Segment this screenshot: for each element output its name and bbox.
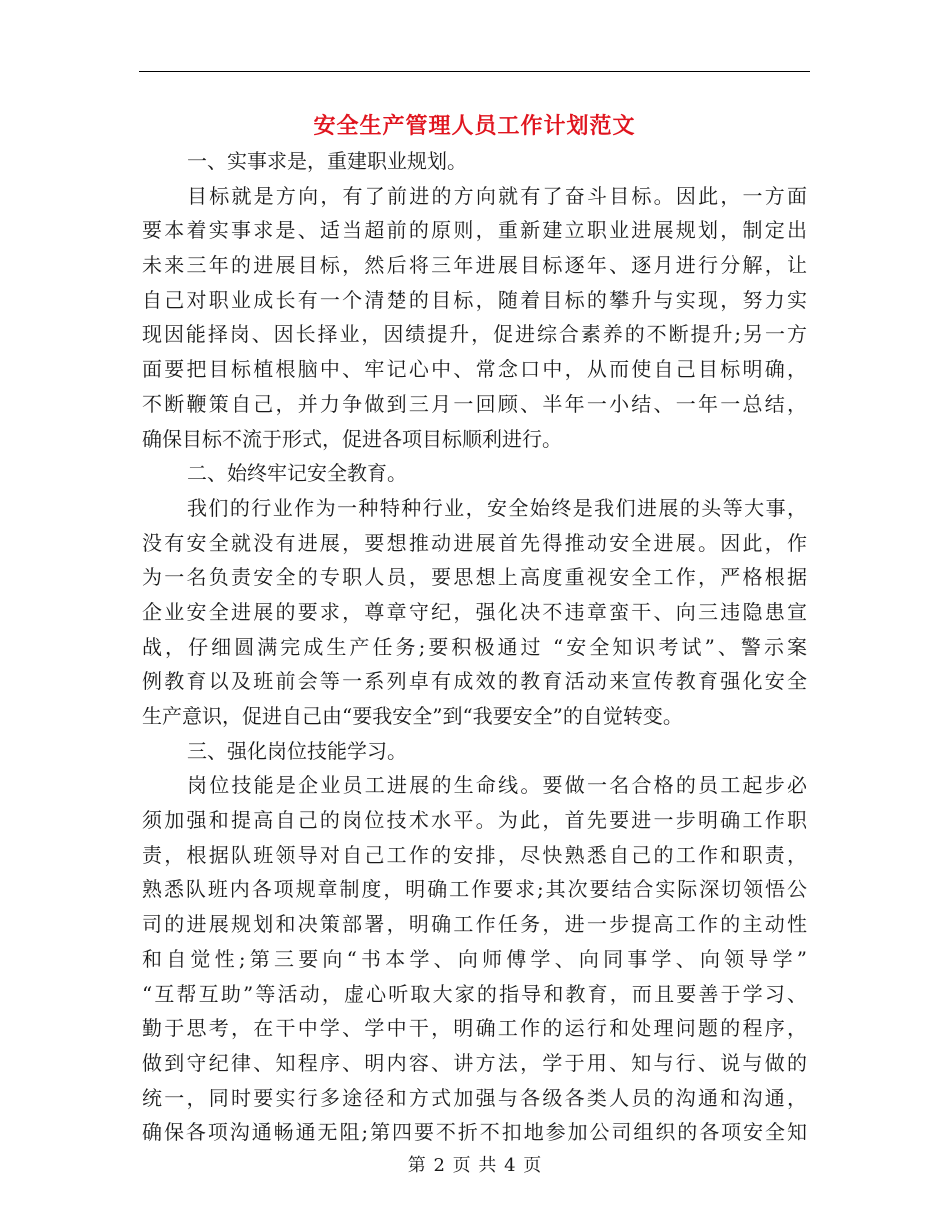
text-line: 未来三年的进展目标，然后将三年进展目标逐年、逐月进行分解，让: [142, 253, 807, 278]
text-line: 例教育以及班前会等一系列卓有成效的教育活动来宣传教育强化安全: [142, 669, 807, 694]
text-line: 战，仔细圆满完成生产任务;要积极通过 “安全知识考试”、警示案: [142, 634, 807, 659]
text-line: 确保目标不流于形式，促进各项目标顺利进行。: [142, 426, 562, 451]
text-line: 司的进展规划和决策部署，明确工作任务，进一步提高工作的主动性: [142, 912, 807, 937]
text-line: 要本着实事求是、适当超前的原则，重新建立职业进展规划，制定出: [142, 218, 807, 243]
text-line: 二、始终牢记安全教育。: [187, 461, 407, 486]
text-line: 三、强化岗位技能学习。: [187, 738, 407, 763]
page-footer: 第 2 页 共 4 页: [407, 1155, 543, 1176]
text-line: 不断鞭策自己，并力争做到三月一回顾、半年一小结、一年一总结，: [142, 391, 807, 416]
text-line: 熟悉队班内各项规章制度，明确工作要求;其次要结合实际深切领悟公: [142, 877, 807, 902]
text-line: 确保各项沟通畅通无阻;第四要不折不扣地参加公司组织的各项安全知: [142, 1120, 807, 1145]
text-line: 自己对职业成长有一个清楚的目标，随着目标的攀升与实现，努力实: [142, 287, 807, 312]
text-line: 我们的行业作为一种特种行业，安全始终是我们进展的头等大事，: [187, 495, 807, 520]
text-line: 岗位技能是企业员工进展的生命线。要做一名合格的员工起步必: [187, 773, 807, 798]
header-rule: [139, 71, 810, 72]
text-line: 没有安全就没有进展，要想推动进展首先得推动安全进展。因此，作: [142, 530, 807, 555]
document-title: 安全生产管理人员工作计划范文: [313, 113, 636, 139]
text-line: 为一名负责安全的专职人员，要思想上高度重视安全工作，严格根据: [142, 565, 807, 590]
document-body: [142, 144, 807, 1150]
text-line: 面要把目标植根脑中、牢记心中、常念口中，从而使自己目标明确，: [142, 357, 807, 382]
text-line: 现因能择岗、因长择业，因绩提升，促进综合素养的不断提升;另一方: [142, 322, 807, 347]
text-line: 统一，同时要实行多途径和方式加强与各级各类人员的沟通和沟通，: [142, 1085, 807, 1110]
text-line: “互帮互助”等活动，虚心听取大家的指导和教育，而且要善于学习、: [142, 981, 807, 1006]
text-line: 和自觉性;第三要向“书本学、向师傅学、向同事学、向领导学”: [142, 946, 807, 971]
text-line: 勤于思考，在干中学、学中干，明确工作的运行和处理问题的程序，: [142, 1016, 807, 1041]
text-line: 一、实事求是，重建职业规划。: [187, 149, 467, 173]
text-line: 企业安全进展的要求，尊章守纪，强化决不违章蛮干、向三违隐患宣: [142, 599, 807, 624]
text-line: 生产意识，促进自己由“要我安全”到“我要安全”的自觉转变。: [142, 704, 683, 728]
text-line: 做到守纪律、知程序、明内容、讲方法，学于用、知与行、说与做的: [142, 1050, 807, 1075]
text-line: 须加强和提高自己的岗位技术水平。为此，首先要进一步明确工作职: [142, 808, 807, 833]
text-line: 目标就是方向，有了前进的方向就有了奋斗目标。因此，一方面: [187, 183, 807, 208]
text-line: 责，根据队班领导对自己工作的安排，尽快熟悉自己的工作和职责，: [142, 842, 807, 867]
